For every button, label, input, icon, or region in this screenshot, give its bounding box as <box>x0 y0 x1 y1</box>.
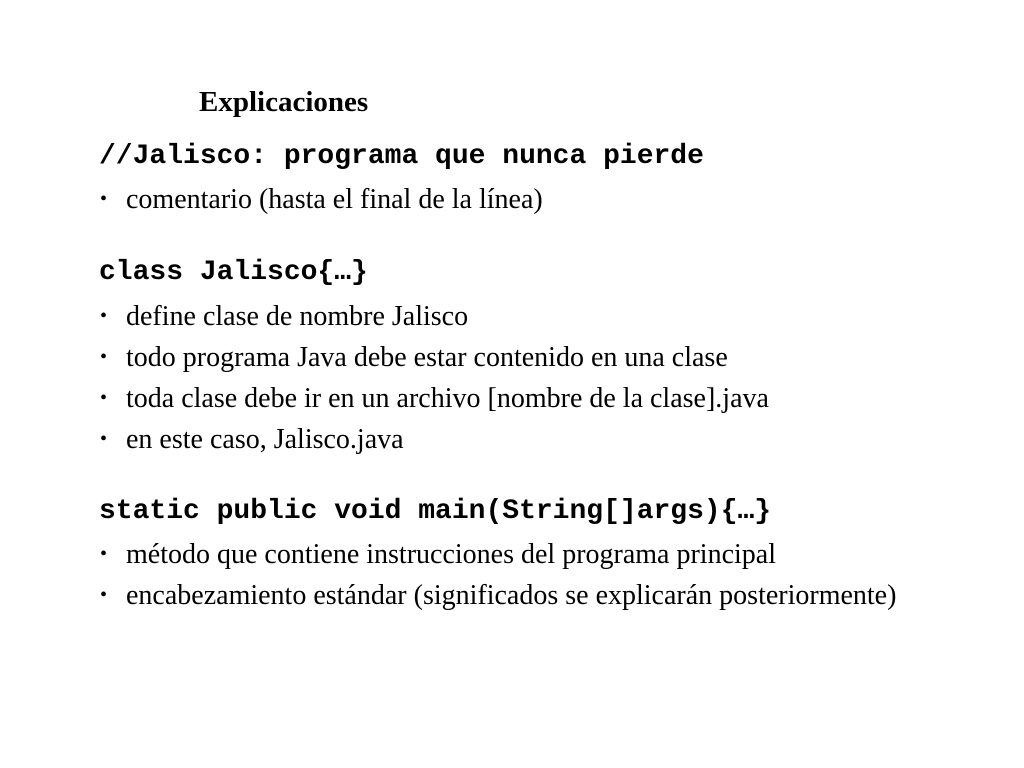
code-line-class: class Jalisco{…} <box>99 257 368 288</box>
bullet-text: encabezamiento estándar (significados se explicarán posteriormente) <box>126 580 897 611</box>
bullet-icon: • <box>100 387 108 409</box>
code-line-main: static public void main(String[]args){…} <box>99 496 772 527</box>
bullet-text: método que contiene instrucciones del programa principal <box>126 539 777 570</box>
list-item <box>99 534 959 575</box>
bullet-text: define clase de nombre Jalisco <box>126 301 469 332</box>
bullet-icon: • <box>100 428 108 450</box>
bullet-icon: • <box>100 584 108 606</box>
list-item <box>99 179 959 220</box>
bullet-list-class <box>99 296 959 460</box>
bullet-list-main <box>99 534 959 616</box>
bullet-icon: • <box>100 305 108 327</box>
bullet-text: comentario (hasta el final de la línea) <box>126 184 543 215</box>
list-item <box>99 296 959 337</box>
bullet-icon: • <box>100 346 108 368</box>
slide-title: Explicaciones <box>199 86 369 118</box>
code-line-comment: //Jalisco: programa que nunca pierde <box>99 141 704 172</box>
bullet-text: en este caso, Jalisco.java <box>126 424 404 455</box>
bullet-text: todo programa Java debe estar contenido en una clase <box>126 342 728 373</box>
bullet-icon: • <box>100 188 108 210</box>
list-item <box>99 419 959 460</box>
list-item <box>99 575 959 616</box>
bullet-text: toda clase debe ir en un archivo [nombre de la clase].java <box>126 383 769 414</box>
bullet-list-comment <box>99 179 959 220</box>
list-item <box>99 378 959 419</box>
bullet-icon: • <box>100 543 108 565</box>
list-item <box>99 337 959 378</box>
